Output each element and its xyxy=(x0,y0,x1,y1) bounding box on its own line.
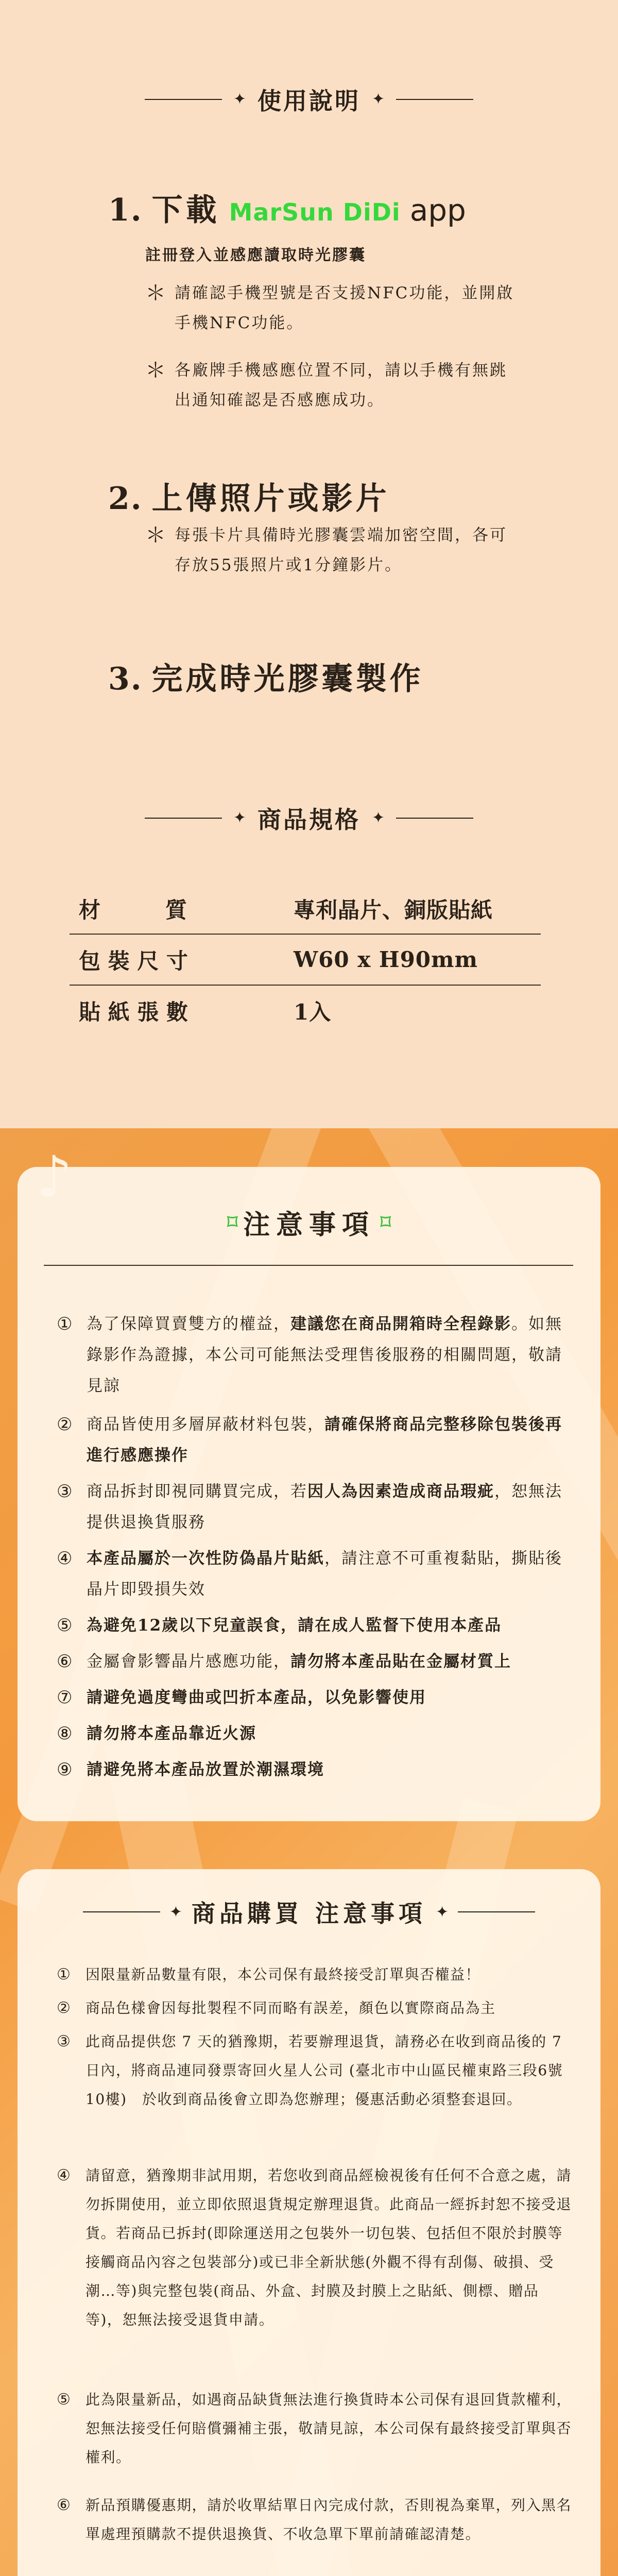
step3-heading xyxy=(108,654,424,699)
brand-app: app xyxy=(409,193,466,228)
item-text xyxy=(87,1610,577,1641)
item-text xyxy=(87,1718,577,1749)
asterisk-icon: ＊ xyxy=(145,281,167,305)
item-number: ⑤ xyxy=(57,2391,72,2409)
spec-title xyxy=(0,801,618,835)
step3-number: 3. xyxy=(108,661,143,697)
brand-name: MarSun DiDi xyxy=(229,198,401,226)
notice-item xyxy=(57,1646,577,1677)
item-number: ② xyxy=(57,1414,74,1435)
notice-item xyxy=(57,1610,577,1641)
diamond-icon: ✦ xyxy=(169,1903,182,1921)
item-number: ③ xyxy=(57,1481,74,1502)
spec-title-text: 商品規格 xyxy=(258,806,360,834)
item-number: ⑧ xyxy=(57,1723,74,1744)
item-number: ④ xyxy=(57,1548,74,1569)
item-text-normal: ，恕無法提供退換貨服務 xyxy=(87,1482,562,1532)
item-number: ⑦ xyxy=(57,1687,74,1708)
spec-value: 1入 xyxy=(294,999,332,1025)
item-text xyxy=(87,1476,577,1538)
usage-title-text: 使用說明 xyxy=(258,87,360,115)
notice-item xyxy=(57,1476,577,1538)
item-text-bold: 因人為因素造成商品瑕疵 xyxy=(307,1482,494,1501)
notice-title-text: 注意事項 xyxy=(243,1209,375,1241)
divider-line xyxy=(396,99,473,100)
item-text-normal: 。如無錄影作為證據，本公司可能無法受理售後服務的相關問題，敬請見諒 xyxy=(87,1315,562,1395)
notice-item xyxy=(57,1718,577,1749)
item-text: 此商品提供您 7 天的猶豫期，若要辦理退貨，請務必在收到商品後的 7 日內，將商品連同發票寄回火星人公司 (臺北市中山區民權東路三段6號10樓) 於收到商品後會立即為您辦理；優惠活動必須整套退回。 xyxy=(85,2033,563,2108)
notice-rule xyxy=(44,1265,573,1266)
item-text xyxy=(87,1682,577,1713)
item-text: 商品色樣會因每批製程不同而略有誤差，顏色以實際商品為主 xyxy=(85,1999,496,2016)
spec-row xyxy=(70,986,541,1036)
notice-item xyxy=(57,1682,577,1713)
notice-item xyxy=(57,1543,577,1605)
item-number: ① xyxy=(57,1314,74,1334)
notice-item xyxy=(57,1754,577,1785)
spec-row xyxy=(70,884,541,935)
step1-bullet xyxy=(145,355,516,415)
item-text xyxy=(87,1646,577,1677)
divider-line xyxy=(83,1911,160,1912)
sparkle-icon: ⌑ xyxy=(227,1210,238,1234)
item-text-normal: ，請注意不可重複黏貼，撕貼後晶片即毀損失效 xyxy=(87,1549,562,1599)
purchase-item xyxy=(57,1994,572,2023)
item-text-bold: 建議您在商品開箱時全程錄影 xyxy=(290,1315,511,1333)
step1-subtitle: 註冊登入並感應讀取時光膠囊 xyxy=(145,246,366,264)
divider-line xyxy=(458,1911,535,1912)
item-text: 新品預購優惠期，請於收單結單日內完成付款，否則視為棄單，列入黑名單處理預購款不提供退換貨、不收急單下單前請確認清楚。 xyxy=(85,2497,572,2543)
item-number: ③ xyxy=(57,2032,72,2050)
item-number: ② xyxy=(57,1999,72,2017)
step1-bullet xyxy=(145,278,516,338)
purchase-item xyxy=(57,2161,572,2334)
item-number: ⑥ xyxy=(57,2496,72,2514)
notice-item xyxy=(57,1409,577,1471)
spec-value: 專利晶片、銅版貼紙 xyxy=(294,897,493,923)
divider-line xyxy=(145,818,222,819)
item-number: ④ xyxy=(57,2166,72,2184)
diamond-icon: ✦ xyxy=(233,90,246,108)
usage-title xyxy=(0,82,618,116)
item-text-bold: 請確保將商品完整移除包裝後再進行感應操作 xyxy=(87,1415,562,1465)
spec-label: 貼 紙 張 數 xyxy=(79,999,188,1025)
asterisk-icon: ＊ xyxy=(145,359,167,382)
spec-label: 包 裝 尺 寸 xyxy=(79,948,188,974)
item-text xyxy=(87,1309,577,1401)
item-text-normal: 商品皆使用多層屏蔽材料包裝， xyxy=(87,1415,324,1434)
sparkle-icon: ⌑ xyxy=(380,1210,391,1234)
item-text-bold: 本產品屬於一次性防偽晶片貼紙 xyxy=(87,1549,324,1568)
item-text-bold: 請避免過度彎曲或凹折本產品，以免影響使用 xyxy=(87,1688,426,1707)
item-number: ⑤ xyxy=(57,1615,74,1636)
purchase-item xyxy=(57,1960,572,1989)
purchase-item xyxy=(57,2385,572,2472)
item-number: ⑥ xyxy=(57,1651,74,1672)
item-text: 此為限量新品，如遇商品缺貨無法進行換貨時本公司保有退回貨款權利，恕無法接受任何賠償彌補主張，敬請見諒，本公司保有最終接受訂單與否權利。 xyxy=(85,2391,572,2466)
notice-item xyxy=(57,1309,577,1401)
spec-row xyxy=(70,935,541,986)
step2-bullet-text: 每張卡片具備時光膠囊雲端加密空間，各可存放55張照片或1分鐘影片。 xyxy=(175,526,507,574)
item-text-normal: 金屬會影響晶片感應功能， xyxy=(87,1652,290,1671)
divider-line xyxy=(145,99,222,100)
spec-table xyxy=(70,884,541,1036)
step1-bullet-text: 各廠牌手機感應位置不同，請以手機有無跳出通知確認是否感應成功。 xyxy=(175,361,507,410)
purchase-title-text: 商品購買 注意事項 xyxy=(191,1900,426,1927)
item-text-bold: 請勿將本產品靠近火源 xyxy=(87,1724,256,1743)
item-text-bold: 為避免12歲以下兒童誤食，請在成人監督下使用本產品 xyxy=(87,1616,502,1635)
step2-bullet xyxy=(145,520,516,580)
item-text xyxy=(87,1543,577,1605)
notice-title xyxy=(0,1203,618,1242)
step2-number: 2. xyxy=(108,481,143,517)
diamond-icon: ✦ xyxy=(436,1903,449,1921)
item-text-normal: 為了保障買賣雙方的權益， xyxy=(87,1315,290,1333)
item-text-bold: 請避免將本產品放置於潮濕環境 xyxy=(87,1760,324,1779)
spec-value: W60 x H90mm xyxy=(294,947,478,972)
purchase-item xyxy=(57,2027,572,2114)
step2-title: 上傳照片或影片 xyxy=(151,481,390,517)
item-text: 因限量新品數量有限，本公司保有最終接受訂單與否權益！ xyxy=(85,1966,481,1983)
item-text xyxy=(87,1409,577,1471)
diamond-icon: ✦ xyxy=(372,809,385,827)
divider-line xyxy=(396,818,473,819)
spec-label: 材 質 xyxy=(79,897,187,923)
diamond-icon: ✦ xyxy=(233,809,246,827)
step3-title: 完成時光膠囊製作 xyxy=(151,661,424,697)
item-text: 請留意，猶豫期非試用期，若您收到商品經檢視後有任何不合意之處，請勿拆開使用，並立即依照退貨規定辦理退貨。此商品一經拆封恕不接受退貨。若商品已拆封(即除運送用之包裝外一切包裝、包括但不限於封膜等接觸商品內容之包裝部分)或已非全新狀態(外觀不得有刮傷、破損、受潮…等)與完整包裝(商品、外盒、封膜及封膜上之貼紙、側標、贈品等)，恕無法接受退貨申請。 xyxy=(85,2167,572,2328)
item-number: ⑨ xyxy=(57,1759,74,1780)
purchase-item xyxy=(57,2491,572,2549)
diamond-icon: ✦ xyxy=(372,90,385,108)
step2-heading xyxy=(108,474,390,518)
step1-heading xyxy=(108,185,466,230)
step1-bullet-text: 請確認手機型號是否支援NFC功能，並開啟手機NFC功能。 xyxy=(175,284,514,332)
purchase-title xyxy=(0,1895,618,1929)
asterisk-icon: ＊ xyxy=(145,523,167,547)
step1-number: 1. xyxy=(108,192,143,228)
item-text xyxy=(87,1754,577,1785)
item-text-normal: 商品拆封即視同購買完成，若 xyxy=(87,1482,307,1501)
step1-title: 下載 xyxy=(151,192,220,228)
item-number: ① xyxy=(57,1965,72,1984)
item-text-bold: 請勿將本產品貼在金屬材質上 xyxy=(290,1652,511,1671)
